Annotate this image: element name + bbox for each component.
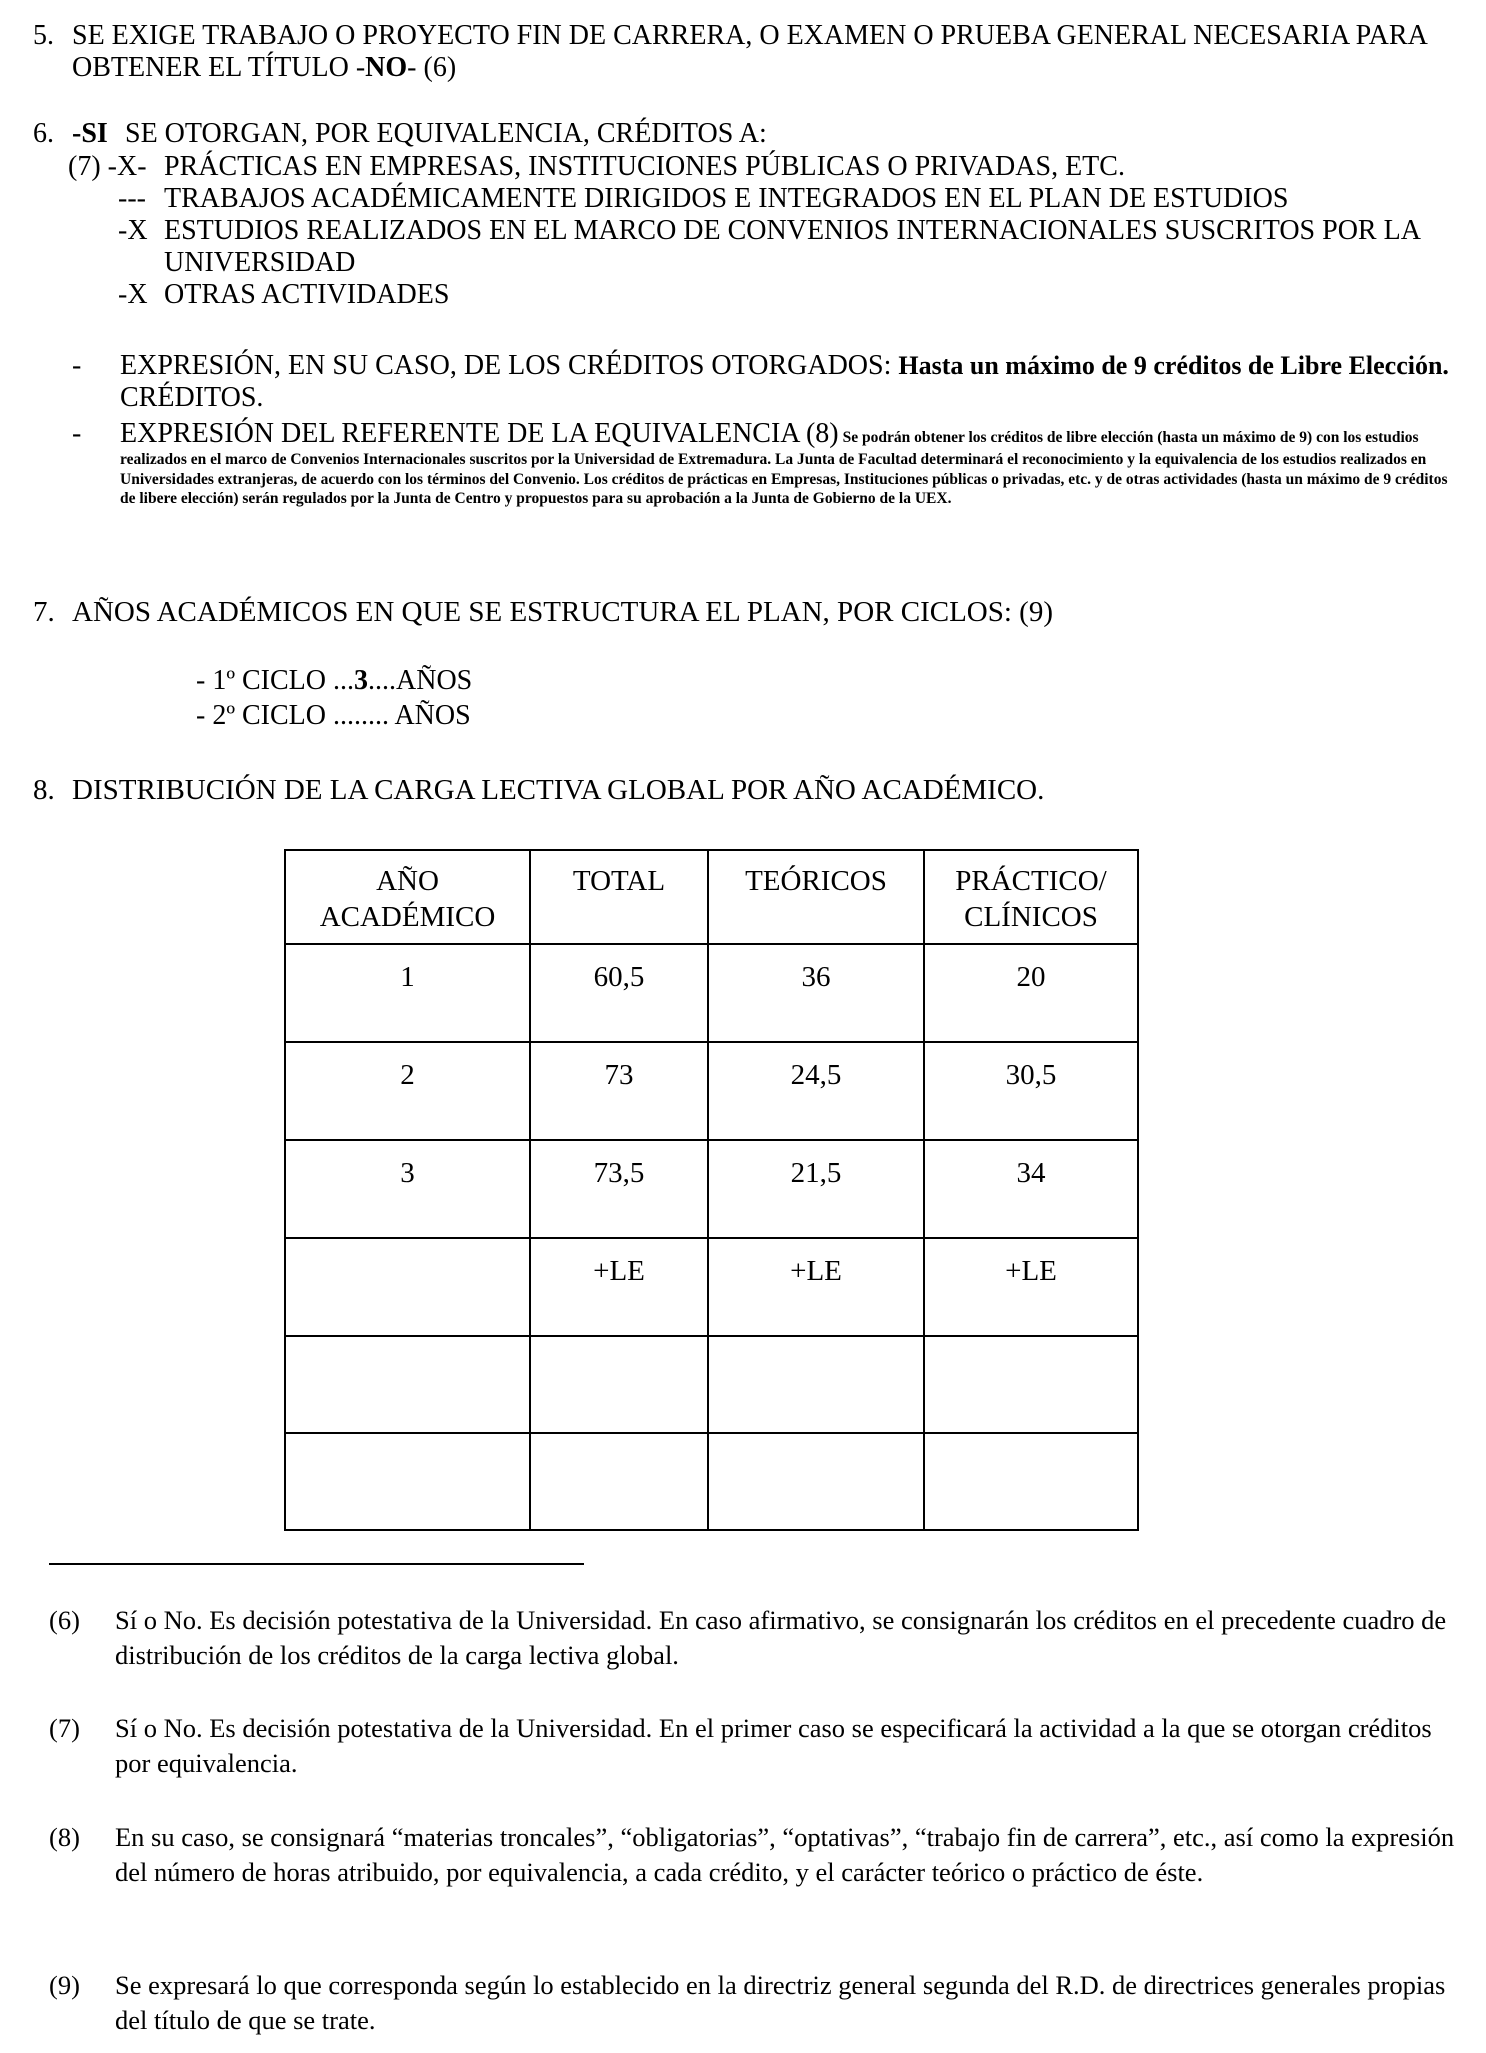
- option-mark: (7) -X-: [68, 151, 147, 182]
- ciclo-1: [196, 665, 472, 697]
- table-row: [285, 1140, 1138, 1238]
- ciclo-1-label: - 1º CICLO ...: [196, 665, 355, 696]
- header-line: CLÍNICOS: [964, 901, 1098, 933]
- creditos-otorgados: [120, 350, 1449, 382]
- table-cell: 30,5: [924, 1042, 1138, 1140]
- creditos-otorgados-label: EXPRESIÓN, EN SU CASO, DE LOS CRÉDITOS OTORGADOS:: [120, 350, 892, 381]
- header-line: PRÁCTICO/: [955, 865, 1107, 897]
- table-cell: 36: [708, 944, 924, 1042]
- table-cell: +LE: [924, 1238, 1138, 1336]
- option-text: ESTUDIOS REALIZADOS EN EL MARCO DE CONVENIOS INTERNACIONALES SUSCRITOS POR LA: [164, 215, 1421, 246]
- table-row: [285, 1433, 1138, 1530]
- option-mark: -X: [118, 279, 148, 310]
- item-7-heading: AÑOS ACADÉMICOS EN QUE SE ESTRUCTURA EL PLAN, POR CICLOS: (9): [72, 596, 1053, 628]
- table-header-row: [285, 850, 1138, 944]
- table-cell: 60,5: [530, 944, 708, 1042]
- header-cell: [530, 850, 708, 944]
- table-cell: [530, 1433, 708, 1530]
- item-6-heading: SE OTORGAN, POR EQUIVALENCIA, CRÉDITOS A:: [125, 118, 767, 149]
- item-6-number: 6.: [33, 118, 54, 149]
- carga-lectiva-table: [284, 849, 1139, 1531]
- table-row: [285, 1238, 1138, 1336]
- referente-equivalencia: [120, 418, 1465, 509]
- footnote-mark: (6): [49, 1605, 80, 1635]
- option-text-continued: UNIVERSIDAD: [164, 247, 356, 278]
- ciclo-1-unit: ....AÑOS: [368, 665, 473, 696]
- table-cell: [924, 1433, 1138, 1530]
- option-mark: -X: [118, 215, 148, 246]
- header-line: TOTAL: [572, 865, 666, 897]
- item-5-answer: NO: [365, 52, 408, 83]
- table-cell: 73: [530, 1042, 708, 1140]
- header-line: ACADÉMICO: [319, 901, 496, 933]
- footnote-mark: (9): [49, 1970, 80, 2000]
- item-5-line2: [72, 52, 456, 84]
- table-row: [285, 944, 1138, 1042]
- table-row: [285, 1336, 1138, 1433]
- table-cell: [285, 1238, 530, 1336]
- header-cell: [708, 850, 924, 944]
- header-line: AÑO: [376, 865, 439, 897]
- creditos-otorgados-value: Hasta un máximo de 9 créditos de Libre Elección.: [898, 351, 1449, 380]
- option-mark: ---: [118, 183, 146, 214]
- footnote-mark: (8): [49, 1822, 80, 1852]
- dash: -: [72, 350, 82, 381]
- option-text: OTRAS ACTIVIDADES: [164, 279, 450, 310]
- table-cell: 24,5: [708, 1042, 924, 1140]
- item-8-heading: DISTRIBUCIÓN DE LA CARGA LECTIVA GLOBAL POR AÑO ACADÉMICO.: [72, 774, 1045, 806]
- ciclo-1-value: 3: [354, 665, 369, 696]
- footnote: [49, 1820, 1469, 1890]
- footnote-text: Sí o No. Es decisión potestativa de la Universidad. En caso afirmativo, se consignarán los créditos en el precedente cuadro de distribución de los créditos de la carga lectiva global.: [115, 1605, 1447, 1670]
- item-8-number: 8.: [33, 774, 55, 806]
- creditos-otorgados-line2: CRÉDITOS.: [120, 382, 264, 413]
- footnote: [49, 1968, 1469, 2038]
- dash: -: [72, 418, 82, 449]
- option-text: PRÁCTICAS EN EMPRESAS, INSTITUCIONES PÚBLICAS O PRIVADAS, ETC.: [164, 151, 1125, 182]
- table-cell: 2: [285, 1042, 530, 1140]
- item-5-line1: SE EXIGE TRABAJO O PROYECTO FIN DE CARRERA, O EXAMEN O PRUEBA GENERAL NECESARIA PARA: [72, 20, 1428, 51]
- footnote-text: En su caso, se consignará “materias troncales”, “obligatorias”, “optativas”, “trabajo fin de carrera”, etc., así como la expresión del número de horas atribuido, por equivalencia, a cada crédito, y el carácter teórico o práctico de éste.: [115, 1822, 1455, 1887]
- item-5-line2-suffix: - (6): [407, 52, 457, 83]
- referente-label: EXPRESIÓN DEL REFERENTE DE LA EQUIVALENCIA (8): [120, 418, 839, 449]
- footnote: [49, 1603, 1469, 1673]
- footnote-separator: [49, 1563, 584, 1565]
- item-6-answer: -SI: [72, 118, 108, 149]
- referente-text: Se podrán obtener los créditos de libre elección (hasta un máximo de 9) con los estudios realizados en el marco de Convenios Internacionales suscritos por la Universidad de Extremadura. La Junta de Facultad determinará el reconocimiento y la equivalencia de los estudios realizados en Universidades extranjeras, de acuerdo con los términos del Convenio. Los créditos de prácticas en Empresas, Instituciones públicas o privadas, etc. y de otras actividades (hasta un máximo de 9 créditos de libere elección) serán regulados por la Junta de Centro y propuestos para su aprobación a la Junta de Gobierno de la UEX.: [120, 429, 1448, 507]
- table-row: [285, 1042, 1138, 1140]
- table-cell: 20: [924, 944, 1138, 1042]
- item-5-line2-prefix: OBTENER EL TÍTULO -: [72, 52, 366, 83]
- table-cell: [285, 1336, 530, 1433]
- table-cell: +LE: [530, 1238, 708, 1336]
- table-cell: [708, 1336, 924, 1433]
- header-line: TEÓRICOS: [745, 865, 887, 897]
- item-7-number: 7.: [33, 596, 55, 628]
- footnote-text: Se expresará lo que corresponda según lo establecido en la directriz general segunda del R.D. de directrices generales propias del título de que se trate.: [115, 1970, 1446, 2035]
- table-cell: [285, 1433, 530, 1530]
- footnote-text: Sí o No. Es decisión potestativa de la Universidad. En el primer caso se especificará la actividad a la que se otorgan créditos por equivalencia.: [115, 1713, 1432, 1778]
- footnote-mark: (7): [49, 1713, 80, 1743]
- table-cell: 3: [285, 1140, 530, 1238]
- table-cell: [708, 1433, 924, 1530]
- table-cell: [530, 1336, 708, 1433]
- table-cell: 1: [285, 944, 530, 1042]
- table-cell: 73,5: [530, 1140, 708, 1238]
- header-cell: [924, 850, 1138, 944]
- table-cell: 34: [924, 1140, 1138, 1238]
- table-cell: [924, 1336, 1138, 1433]
- header-cell: [285, 850, 530, 944]
- option-text: TRABAJOS ACADÉMICAMENTE DIRIGIDOS E INTEGRADOS EN EL PLAN DE ESTUDIOS: [164, 183, 1289, 214]
- table-cell: 21,5: [708, 1140, 924, 1238]
- ciclo-2: - 2º CICLO ........ AÑOS: [196, 700, 471, 731]
- table-cell: +LE: [708, 1238, 924, 1336]
- item-5-number: 5.: [33, 20, 54, 51]
- footnote: [49, 1711, 1469, 1781]
